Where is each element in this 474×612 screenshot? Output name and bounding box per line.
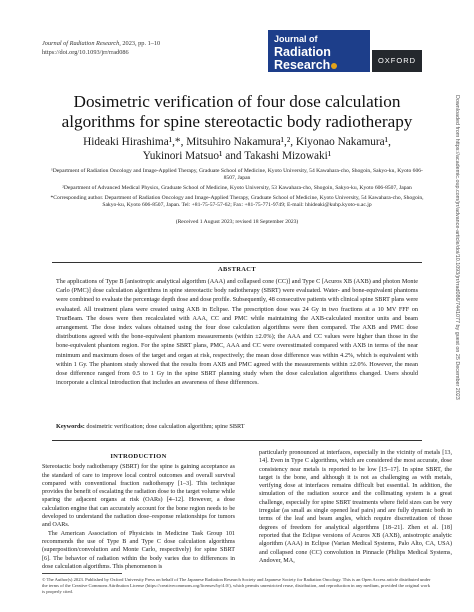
right-column <box>259 449 452 565</box>
intro-paragraph-1: Stereotactic body radiotherapy (SBRT) for the spine is gaining acceptance as the standard of care to improve local control outcomes and overall survival compared with conventional fraction radiotherapy [1–3]. This technique provides the benefit of escalating the radiation dose to the target volume while sparing the adjacent organs at risk (OARs) [4–12]. However, a dose calculation engine that can accurately account for the bone region needs to be developed to understand the radiation dose–response relationships for tumors and OARs. <box>42 464 235 529</box>
corresponding-author: *Corresponding author. Department of Radiation Oncology and Image-Applied Therapy, Graduate School of Medicine, Kyoto University, 54 Kawahara-cho, Shogoin, Sakyo-ku, Kyoto 606-8507, Japan. Tel: +81-75-57-57-62; Fax: +81-75-771-9749; E-mail: hhideaki@kuhp.kyoto-u.ac.jp <box>50 195 424 209</box>
left-column <box>42 453 235 571</box>
author-list: Hideaki Hirashima¹,*, Mitsuhiro Nakamura¹,², Kiyonao Nakamura¹, Yukinori Matsuo¹ and Takashi Mizowaki¹ <box>83 136 391 162</box>
journal-details: , 2023, pp. 1–10 <box>119 40 161 47</box>
journal-citation <box>42 40 160 57</box>
abstract-text: The applications of Type B [anisotropic analytical algorithm (AAA) and collapsed cone (CC)] and Type C [Acuros XB (AXB) and photon Monte Carlo (PMC)] dose calculation algorithms in spine stereotactic body radiotherapy (SBRT) were evaluated. Water- and bone-equivalent phantoms were combined to evaluate the percentage depth dose and dose profile. Subsequently, 48 consecutive patients with clinical spine SBRT plans were evaluated. All treatment plans were created using AXB in Eclipse. The prescription dose was 24 Gy in two fractions at a 10 MV FFF on TrueBeam. The doses were then recalculated with AAA, CC and PMC while maintaining the AXB-calculated monitor units and beam arrangement. The dose index values obtained using the four dose calculation algorithms were then compared. The AXB and PMC dose distributions agreed with the bone-equivalent phantom measurements (within ±2.0%); the AAA and CC values were higher than those in the bone-equivalent phantom region. For the spine SBRT plans, PMC, AAA and CC were overestimated compared with AXB in terms of the near minimum and maximum doses of the target and organ at risk, respectively; the mean dose difference was within 4.2%, which is equivalent with within 1 Gy. The phantom study showed that the results from AXB and PMC agreed with the measurements within ±2.0%. However, the mean dose difference ranged from 0.5 to 1 Gy in the spine SBRT planning study when the dose calculation algorithms changed. Users should incorporate a clinical introduction that includes an awareness of these differences. <box>56 278 419 387</box>
journal-name: Journal of Radiation Research <box>42 40 120 47</box>
intro-heading: INTRODUCTION <box>110 453 167 460</box>
intro-paragraph-3: particularly pronounced at interfaces, especially in the vicinity of metals [13, 14]. Even in Type C algorithms, which are considered the most accurate, dose consistency near metals is reported to be low [15–17]. In spine SBRT, the target is the bone, and although it is not as challenging as with metals, verifying dose at interfaces remains difficult but essential. In addition, the simulation of the radiation source and the collimating system is a great challenge, especially for spine SBRT treatments where field sizes can be very irregular (as small as single opened leaf pairs) and are fully dynamic both in terms of the leaf and beam angles, which require discretization of those degrees of freedom for analytical algorithms [18–21]. Zhen et al. [18] reported that the Eclipse versions of Acuros XB (AXB), anisotropic analytic algorithm (AAA) in Eclipse (Varian Medical Systems, Palo Alto, CA, USA) and collapsed cone (CC) convolution in Pinnacle (Philips Medical Systems, Andover, MA, <box>259 450 452 564</box>
doi-link[interactable]: https://doi.org/10.1093/jrr/rrad086 <box>42 48 129 56</box>
publisher-logo: OXFORD <box>372 50 422 72</box>
abstract-heading: ABSTRACT <box>217 266 256 273</box>
affiliation-2: ²Department of Advanced Medical Physics, Graduate School of Medicine, Kyoto University, 53 Kawahara-cho, Shogoin, Sakyo-ku, Kyoto 606-8507, Japan <box>62 185 412 191</box>
article-title: Dosimetric verification of four dose calculation algorithms for spine stereotactic body radiotherapy <box>61 92 413 131</box>
received-dates: (Received 1 August 2023; revised 18 September 2023) <box>175 219 299 225</box>
download-sidebar <box>452 95 462 535</box>
keywords: Keywords: dosimetric verification; dose calculation algorithm; spine SBRT <box>56 423 245 430</box>
journal-logo: Journal of Radiation Research <box>268 30 370 72</box>
intro-paragraph-2: The American Association of Physicists in Medicine Task Group 101 recommends the use of Type B and Type C dose calculation algorithms (superposition/convolution and Monte Carlo, respectively) for spine SBRT [6]. The behavior of radiation within the body varies due to differences in dose calculation algorithms. This phenomenon is <box>42 530 235 570</box>
logo-dot-icon <box>331 63 337 69</box>
download-notice: Downloaded from https://academic.oup.com/jrr/advance-article/doi/10.1093/jrr/rrad086/7441077 by guest on 25 December 2023 <box>454 95 460 400</box>
footer-rule <box>42 573 122 574</box>
affiliation-1: ¹Department of Radiation Oncology and Image-Applied Therapy, Graduate School of Medicine, Kyoto University, 54 Kawahara-cho, Shogoin, Sakyo-ku, Kyoto 606-8507, Japan <box>51 168 423 182</box>
abstract-bottom-rule <box>52 440 422 441</box>
license-footer: © The Author(s) 2023. Published by Oxford University Press on behalf of The Japanese Radiation Research Society and Japanese Society for Radiation Oncology. This is an Open Access article distributed under the terms of the Creative Commons Attribution License (https://creativecommons.org/licenses/by/4.0/), which permits unrestricted reuse, distribution, and reproduction in any medium, provided the original work is properly cited. <box>42 577 431 595</box>
